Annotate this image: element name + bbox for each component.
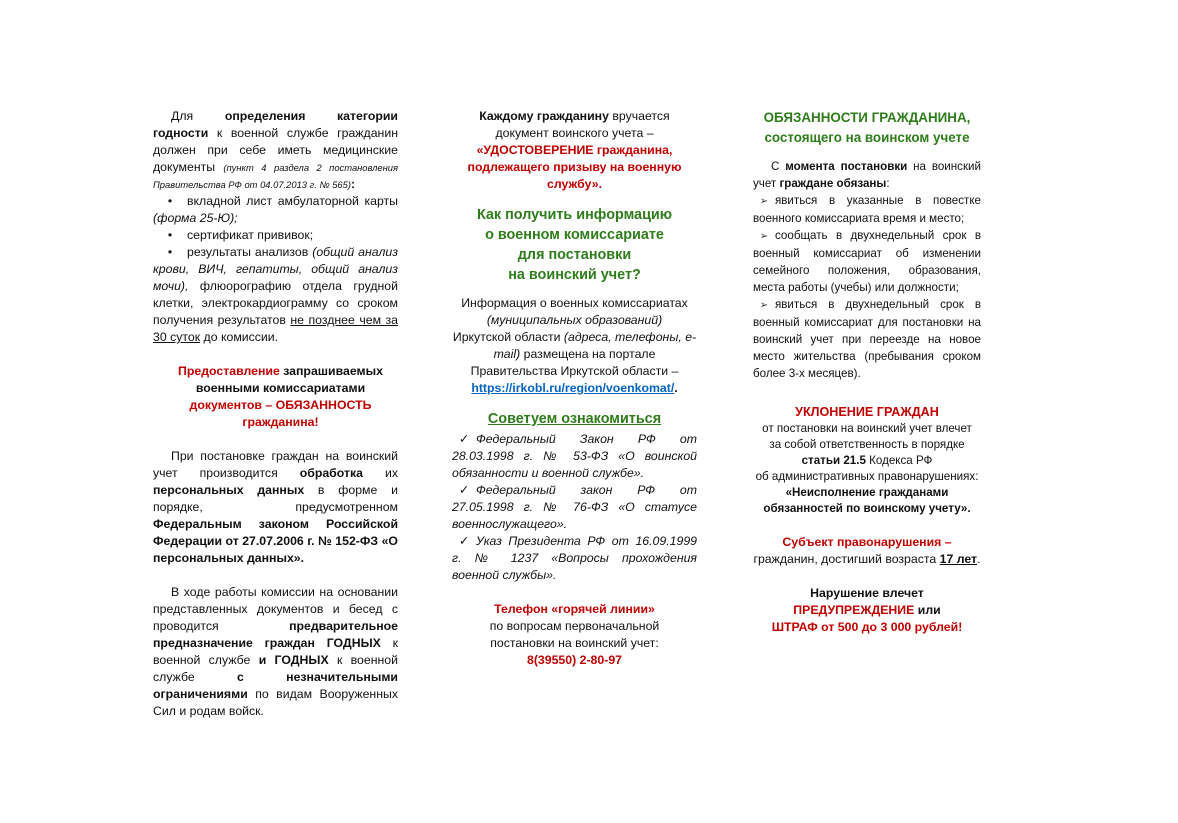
panel-right xyxy=(753,108,981,636)
arrow-bullet-icon: ➢ xyxy=(759,196,769,207)
panel-middle xyxy=(452,108,697,669)
legal-reference: (пункт 4 раздела 2 постановления Правительства РФ от 04.07.2013 г. № 565) xyxy=(153,162,398,190)
penalty-block: Нарушение влечет ПРЕДУПРЕЖДЕНИЕ или ШТРАФ от 500 до 3 000 рублей! xyxy=(771,586,963,634)
hotline-block: Телефон «горячей линии» по вопросам первоначальной постановки на воинский учет: 8(39550) 2-80-97 xyxy=(489,602,660,667)
documents-obligation-notice: Предоставление запрашиваемых военными комиссариатами документов – ОБЯЗАННОСТЬ гражданина! xyxy=(178,364,383,429)
hotline-phone: 8(39550) 2-80-97 xyxy=(526,653,623,667)
info-paragraph: Информация о военных комиссариатах (муниципальных образований) Иркутской области (адреса, телефоны, e-mail) размещена на портале Правительства Иркутской области – https://irkobl.ru/region/voenkomat/. xyxy=(452,296,697,395)
list-item: ✓ Указ Президента РФ от 16.09.1999 г. № 1237 «Вопросы прохождения военной службы». xyxy=(452,534,697,582)
offender-subject: Субъект правонарушения – гражданин, достигший возраста 17 лет. xyxy=(753,535,981,566)
bullet-icon: • xyxy=(167,194,173,208)
checkmark-icon: ✓ xyxy=(458,432,470,446)
list-item: ➢ явиться в указанные в повестке военного комиссариата время и место; xyxy=(753,194,981,225)
evasion-block: УКЛОНЕНИЕ ГРАЖДАН от постановки на воинский учет влечет за собой ответственность в порядке статьи 21.5 Кодекса РФ об административных правонарушениях: «Неисполнение гражданами обязанностей по воинскому учету». xyxy=(755,405,979,515)
recommend-title: Советуем ознакомиться xyxy=(487,411,662,427)
personal-data-paragraph: При постановке граждан на воинский учет производится обработка их персональных данных в форме и порядке, предусмотренном Федеральным законом Российской Федерации от 27.07.2006 г. № 152-ФЗ «О персональных данных». xyxy=(153,449,398,565)
arrow-bullet-icon: ➢ xyxy=(759,231,769,242)
list-item: • вкладной лист амбулаторной карты (форма 25-Ю); xyxy=(153,194,398,225)
bullet-icon: • xyxy=(167,228,173,242)
list-item: ✓ Федеральный Закон РФ от 28.03.1998 г. № 53-ФЗ «О воинской обязанности и военной службе». xyxy=(452,432,697,480)
voenkomat-portal-link[interactable]: https://irkobl.ru/region/voenkomat/ xyxy=(471,381,675,395)
arrow-bullet-icon: ➢ xyxy=(759,300,769,311)
list-item: ✓ Федеральный закон РФ от 27.05.1998 г. № 76-ФЗ «О статусе военнослужащего». xyxy=(452,483,697,531)
commission-paragraph: В ходе работы комиссии на основании представленных документов и бесед с проводится предварительное предназначение граждан ГОДНЫХ к военной службе и ГОДНЫХ к военной службе с незначительными ограничениями по видам Вооруженных Сил и родам войск. xyxy=(153,585,399,718)
panel-left xyxy=(153,108,398,720)
checkmark-icon: ✓ xyxy=(458,483,470,497)
certificate-paragraph: Каждому гражданину вручается документ воинского учета – «УДОСТОВЕРЕНИЕ гражданина, подлежащего призыву на военную службу». xyxy=(467,109,682,191)
list-item: • сертификат прививок; xyxy=(153,227,398,244)
medical-docs-intro: Для определения категории годности к военной службе гражданин должен при себе иметь медицинские документы (пункт 4 раздела 2 постановления Правительства РФ от 04.07.2013 г. № 565): xyxy=(153,109,398,191)
bullet-icon: • xyxy=(167,245,173,259)
list-item: ➢ явиться в двухнедельный срок в военный комиссариат для постановки на воинский учет при переезде на новое место жительства (пребывания сроком более 3-х месяцев). xyxy=(753,298,981,380)
list-item: ➢ сообщать в двухнедельный срок в военный комиссариат об изменении семейного положения, образования, места работы (учебы) или должности; xyxy=(753,229,981,294)
duties-title: ОБЯЗАННОСТИ ГРАЖДАНИНА, состоящего на воинском учете xyxy=(763,110,971,145)
duties-intro: С момента постановки на воинский учет граждане обязаны: xyxy=(753,160,981,190)
list-item: • результаты анализов (общий анализ крови, ВИЧ, гепатиты, общий анализ мочи), флюорографию отдела грудной клетки, электрокардиограмму со сроком получения результатов не позднее чем за 30 суток до комиссии. xyxy=(153,245,398,344)
info-heading: Как получить информацию о военном комиссариате для постановки на воинский учет? xyxy=(476,207,673,283)
checkmark-icon: ✓ xyxy=(458,534,470,548)
